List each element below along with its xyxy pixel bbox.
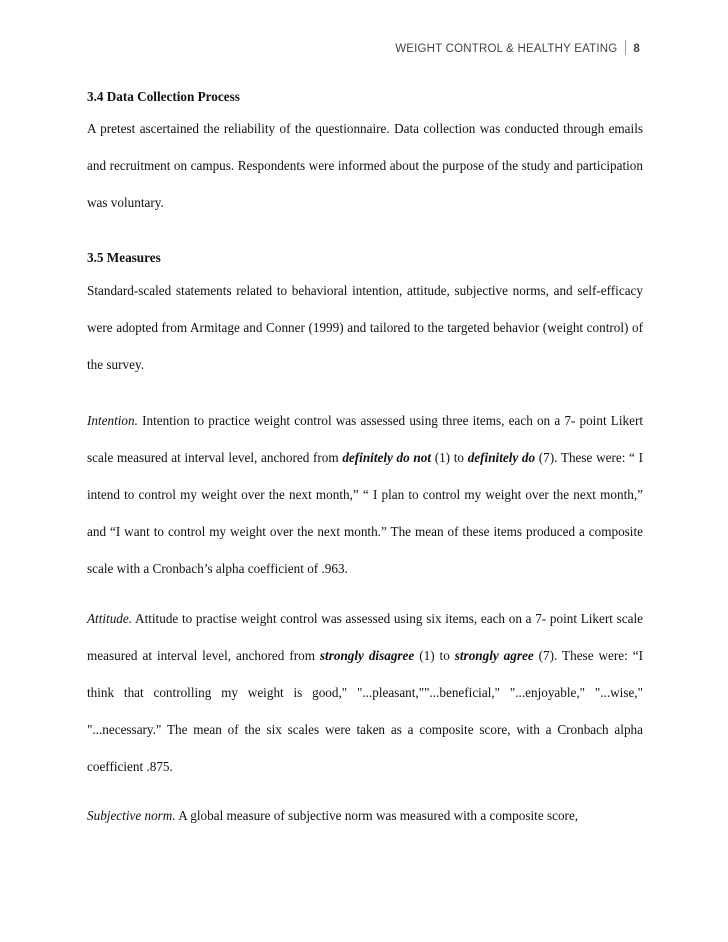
attitude-text-a: Attitude to practise weight control was assessed using six items, each on a 7- point Likert scale measured at interval level, anchored from xyxy=(87,611,643,664)
running-header xyxy=(395,40,640,55)
paragraph-subjective-norm xyxy=(87,797,643,834)
intention-text-a: Intention to practice weight control was assessed using three items, each on a 7- point Likert scale measured at interval level, anchored from xyxy=(87,413,643,466)
section-heading-3-4: 3.4 Data Collection Process xyxy=(87,89,240,104)
subjective-norm-text: A global measure of subjective norm was measured with a composite score, xyxy=(175,808,579,823)
intention-anchor-low: definitely do not xyxy=(342,450,432,466)
attitude-text-b: (1) to xyxy=(414,648,455,664)
attitude-text-c: (7). These were: “I think that controlling my weight is good," "...pleasant,""...beneficial," "...enjoyable," "...wise," "...necessary." The mean of the six scales were taken as a composite score, with a Cronbach alpha coefficient .875. xyxy=(87,648,643,775)
attitude-anchor-low: strongly disagree xyxy=(319,648,415,664)
attitude-anchor-high: strongly agree xyxy=(454,648,534,664)
section-heading-3-5: 3.5 Measures xyxy=(87,250,161,265)
paragraph-measures: Standard-scaled statements related to behavioral intention, attitude, subjective norms, and self-efficacy were adopted from Armitage and Conner (1999) and tailored to the targeted behavior (weight control) of the survey. xyxy=(87,283,643,373)
page-number: 8 xyxy=(633,43,640,55)
subjective-norm-label: Subjective norm. xyxy=(87,808,176,823)
header-divider xyxy=(625,40,626,55)
paragraph-attitude xyxy=(87,600,643,785)
paragraph-data-collection: A pretest ascertained the reliability of the questionnaire. Data collection was conducted through emails and recruitment on campus. Respondents were informed about the purpose of the study and participation was voluntary. xyxy=(87,121,643,211)
intention-label: Intention. xyxy=(87,413,138,428)
attitude-label: Attitude. xyxy=(87,611,133,626)
intention-text-b: (1) to xyxy=(431,450,468,466)
running-title: WEIGHT CONTROL & HEALTHY EATING xyxy=(395,43,618,55)
intention-anchor-high: definitely do xyxy=(467,450,536,466)
intention-text-c: (7). These were: “ I intend to control my weight over the next month,” “ I plan to control my weight over the next month,” and “I want to control my weight over the next month.” The mean of these items produced a composite scale with a Cronbach’s alpha coefficient of .963. xyxy=(87,450,643,577)
paragraph-intention xyxy=(87,402,643,587)
